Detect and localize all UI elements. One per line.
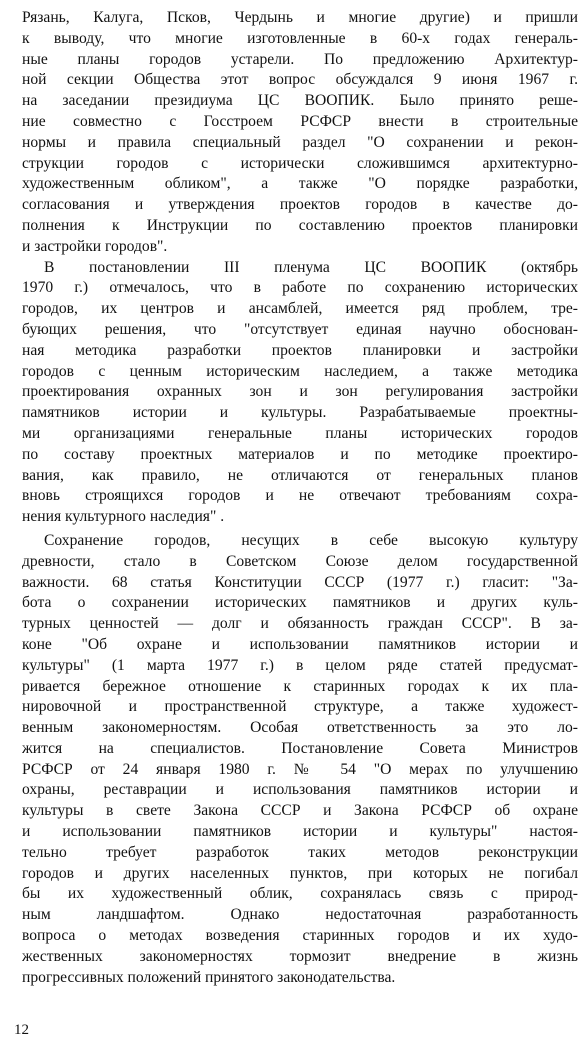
text-line: ным ландшафтом. Однако недостаточная разработанность	[22, 906, 578, 924]
text-line: культуры в свете Закона СССР и Закона РСФСР об охране	[22, 802, 578, 820]
text-line: художественным обликом", а также "О порядке разработки,	[22, 175, 578, 193]
text-line: бы их художественный облик, сохранялась связь с природ-	[22, 885, 578, 903]
text-line: коне "Об охране и использовании памятников истории и	[22, 635, 578, 653]
text-line: по составу проектных материалов и по методике проектиро-	[22, 445, 578, 463]
text-line: турных ценностей — долг и обязанность граждан СССР". В за-	[22, 615, 578, 633]
text-line: важности. 68 статья Конституции СССР (1977 г.) гласит: "За-	[22, 573, 578, 591]
page-number: 12	[14, 1022, 29, 1038]
text-line: и использовании памятников истории и культуры" настоя-	[22, 823, 578, 841]
text-line: ной секции Общества этот вопрос обсуждался 9 июня 1967 г.	[22, 71, 578, 89]
text-line: ние совместно с Госстроем РСФСР внести в строительные	[22, 112, 578, 130]
text-line: культуры" (1 марта 1977 г.) в целом ряде статей предусмат-	[22, 656, 578, 674]
document-page	[22, 8, 578, 988]
text-line: городов, их центров и ансамблей, имеется ряд проблем, тре-	[22, 300, 578, 318]
text-line: охраны, реставрации и использования памятников истории и	[22, 781, 578, 799]
text-line: на заседании президиума ЦС ВООПИК. Было принято реше-	[22, 92, 578, 110]
text-line: 1970 г.) отмечалось, что в работе по сохранению исторических	[22, 279, 578, 297]
text-line: нировочной и пространственной структуре, а также художест-	[22, 698, 578, 716]
text-line: жественных закономерностях тормозит внедрение в жизнь	[22, 947, 578, 965]
text-line: Рязань, Калуга, Псков, Чердынь и многие другие) и пришли	[22, 9, 578, 26]
text-line: жится на специалистов. Постановление Совета Министров	[22, 739, 578, 757]
text-line: бующих решения, что "отсутствует единая научно обоснован-	[22, 320, 578, 338]
paragraph	[22, 8, 578, 258]
paragraph	[22, 531, 578, 989]
text-line: венным закономерностям. Особая ответственность за это ло-	[22, 719, 578, 737]
text-line: согласования и утверждения проектов городов в качестве до-	[22, 196, 578, 214]
text-line: городов с ценным историческим наследием, а также методика	[22, 362, 578, 380]
text-line: В постановлении III пленума ЦС ВООПИК (октябрь	[44, 258, 578, 276]
text-line: к выводу, что многие изготовленные в 60-х годах генераль-	[22, 29, 578, 47]
text-line: вновь строящихся городов и не отвечают требованиям сохра-	[22, 487, 578, 505]
text-line: ная методика разработки проектов планировки и застройки	[22, 341, 578, 359]
text-line: нормы и правила специальный раздел "О сохранении и рекон-	[22, 133, 578, 151]
text-line: городов и других населенных пунктов, при которых не погибал	[22, 864, 578, 882]
text-line: тельно требует разработок таких методов реконструкции	[22, 843, 578, 861]
paragraph	[22, 258, 578, 528]
text-line: памятников истории и культуры. Разрабатываемые проектны-	[22, 404, 578, 422]
text-line: вопроса о методах возведения старинных городов и их худо-	[22, 927, 578, 945]
text-line: ривается бережное отношение к старинных городах к их пла-	[22, 677, 578, 695]
text-line: ные планы городов устарели. По предложению Архитектур-	[22, 50, 578, 68]
text-line: и застройки городов".	[22, 237, 168, 255]
text-line: бота о сохранении исторических памятников и других куль-	[22, 594, 578, 612]
text-line: вания, как правило, не отличаются от генеральных планов	[22, 466, 578, 484]
text-line: струкции городов с исторически сложившимся архитектурно-	[22, 154, 578, 172]
text-line: прогрессивных положений принятого законодательства.	[22, 968, 396, 986]
text-line: полнения к Инструкции по составлению проектов планировки	[22, 216, 578, 234]
text-line: проектирования охранных зон и зон регулирования застройки	[22, 383, 578, 401]
text-line: ми организациями генеральные планы исторических городов	[22, 424, 578, 442]
text-line: нения культурного наследия" .	[22, 508, 225, 526]
text-line: древности, стало в Советском Союзе делом государственной	[22, 552, 578, 570]
text-line: Сохранение городов, несущих в себе высокую культуру	[44, 531, 578, 549]
text-line: РСФСР от 24 января 1980 г. № 54 "О мерах по улучшению	[22, 760, 578, 778]
